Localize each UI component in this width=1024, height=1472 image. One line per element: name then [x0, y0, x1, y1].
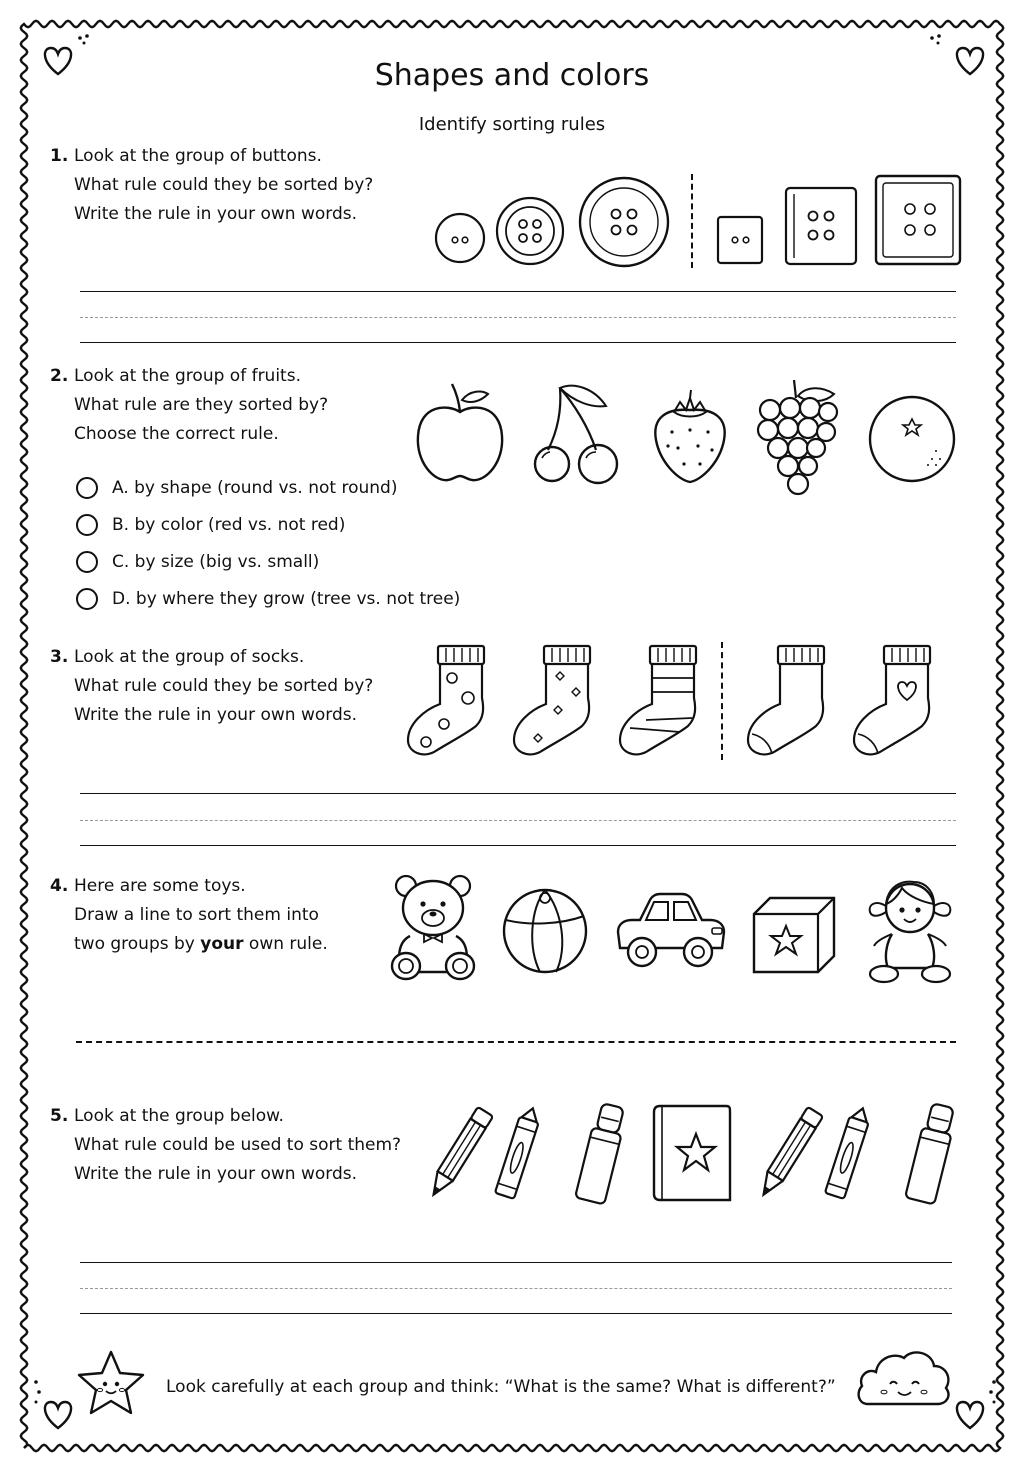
question-text: Draw a line to sort them into	[74, 905, 319, 925]
emphasis-text: your	[200, 934, 244, 954]
question-1	[50, 142, 373, 229]
answer-guide-line	[80, 1288, 952, 1289]
square-button-large-icon	[874, 174, 964, 268]
question-text: What rule could they be sorted by?	[74, 175, 374, 195]
glue-stick-icon	[570, 1102, 630, 1208]
patterned-sock-icon	[404, 644, 488, 760]
star-face-icon	[74, 1348, 148, 1418]
option-label: B. by color (red vs. not red)	[112, 515, 346, 535]
question-number: 3.	[50, 647, 69, 667]
dots-decoration	[928, 32, 948, 52]
crayon-icon	[818, 1104, 878, 1204]
star-book-icon	[650, 1102, 734, 1206]
question-number: 2.	[50, 366, 69, 386]
striped-sock-icon	[616, 644, 700, 760]
teddy-bear-icon	[388, 872, 478, 982]
answer-line[interactable]	[80, 1313, 952, 1314]
apple-icon	[412, 378, 508, 488]
question-text: Write the rule in your own words.	[74, 705, 357, 725]
patterned-sock-icon	[510, 644, 594, 760]
round-button-medium-icon	[490, 191, 570, 271]
question-text: Look at the group below.	[74, 1106, 284, 1126]
question-text: Look at the group of fruits.	[74, 366, 301, 386]
radio-button[interactable]	[76, 477, 98, 499]
radio-button[interactable]	[76, 514, 98, 536]
question-number: 4.	[50, 876, 69, 896]
question-number: 5.	[50, 1106, 69, 1126]
square-button-small-icon	[716, 214, 766, 266]
answer-line[interactable]	[80, 845, 956, 846]
heart-sock-icon	[850, 644, 934, 760]
group-divider	[691, 174, 693, 268]
question-2	[50, 362, 328, 449]
orange-icon	[866, 393, 958, 485]
answer-guide-line	[80, 820, 956, 821]
question-text: What rule are they sorted by?	[74, 395, 329, 415]
question-text: Look at the group of socks.	[74, 647, 305, 667]
round-button-large-icon	[574, 172, 674, 272]
option-d[interactable]	[76, 588, 460, 610]
cherries-icon	[530, 378, 626, 488]
question-3	[50, 643, 373, 730]
option-a[interactable]	[76, 477, 397, 499]
question-text: What rule could they be sorted by?	[74, 676, 374, 696]
pencil-icon	[754, 1102, 824, 1206]
question-text: Choose the correct rule.	[74, 424, 279, 444]
cloud-face-icon	[854, 1346, 954, 1412]
option-label: C. by size (big vs. small)	[112, 552, 320, 572]
crayon-icon	[488, 1104, 548, 1204]
question-text: Write the rule in your own words.	[74, 1164, 357, 1184]
question-text: two groups by your own rule.	[74, 934, 328, 954]
toy-car-icon	[612, 890, 728, 972]
grapes-icon	[754, 376, 840, 500]
page-title: Shapes and colors	[374, 58, 650, 93]
star-block-icon	[752, 896, 838, 976]
plain-sock-icon	[744, 644, 828, 760]
question-text: What rule could be used to sort them?	[74, 1135, 402, 1155]
option-b[interactable]	[76, 514, 345, 536]
dots-decoration	[984, 1378, 1004, 1408]
question-4	[50, 872, 328, 959]
question-5	[50, 1102, 401, 1189]
dots-decoration	[76, 32, 96, 52]
dividing-line[interactable]	[76, 1041, 956, 1043]
option-label: A. by shape (round vs. not round)	[112, 478, 398, 498]
footer-tip: Look carefully at each group and think: “What is the same? What is different?”	[166, 1377, 836, 1397]
answer-line[interactable]	[80, 793, 956, 794]
question-text: Here are some toys.	[74, 876, 246, 896]
glue-stick-icon	[900, 1102, 960, 1208]
square-button-medium-icon	[784, 186, 860, 266]
option-c[interactable]	[76, 551, 319, 573]
dots-decoration	[30, 1378, 50, 1408]
answer-line[interactable]	[80, 342, 956, 343]
radio-button[interactable]	[76, 588, 98, 610]
answer-line[interactable]	[80, 291, 956, 292]
question-text: Write the rule in your own words.	[74, 204, 357, 224]
question-text: Look at the group of buttons.	[74, 146, 322, 166]
option-label: D. by where they grow (tree vs. not tree)	[112, 589, 461, 609]
question-number: 1.	[50, 146, 69, 166]
strawberry-icon	[650, 388, 730, 488]
page-subtitle: Identify sorting rules	[418, 114, 606, 135]
pencil-icon	[424, 1102, 494, 1206]
group-divider	[721, 642, 723, 760]
radio-button[interactable]	[76, 551, 98, 573]
answer-line[interactable]	[80, 1262, 952, 1263]
doll-icon	[862, 872, 958, 986]
answer-guide-line	[80, 317, 956, 318]
round-button-small-icon	[430, 208, 490, 268]
beach-ball-icon	[500, 886, 590, 976]
